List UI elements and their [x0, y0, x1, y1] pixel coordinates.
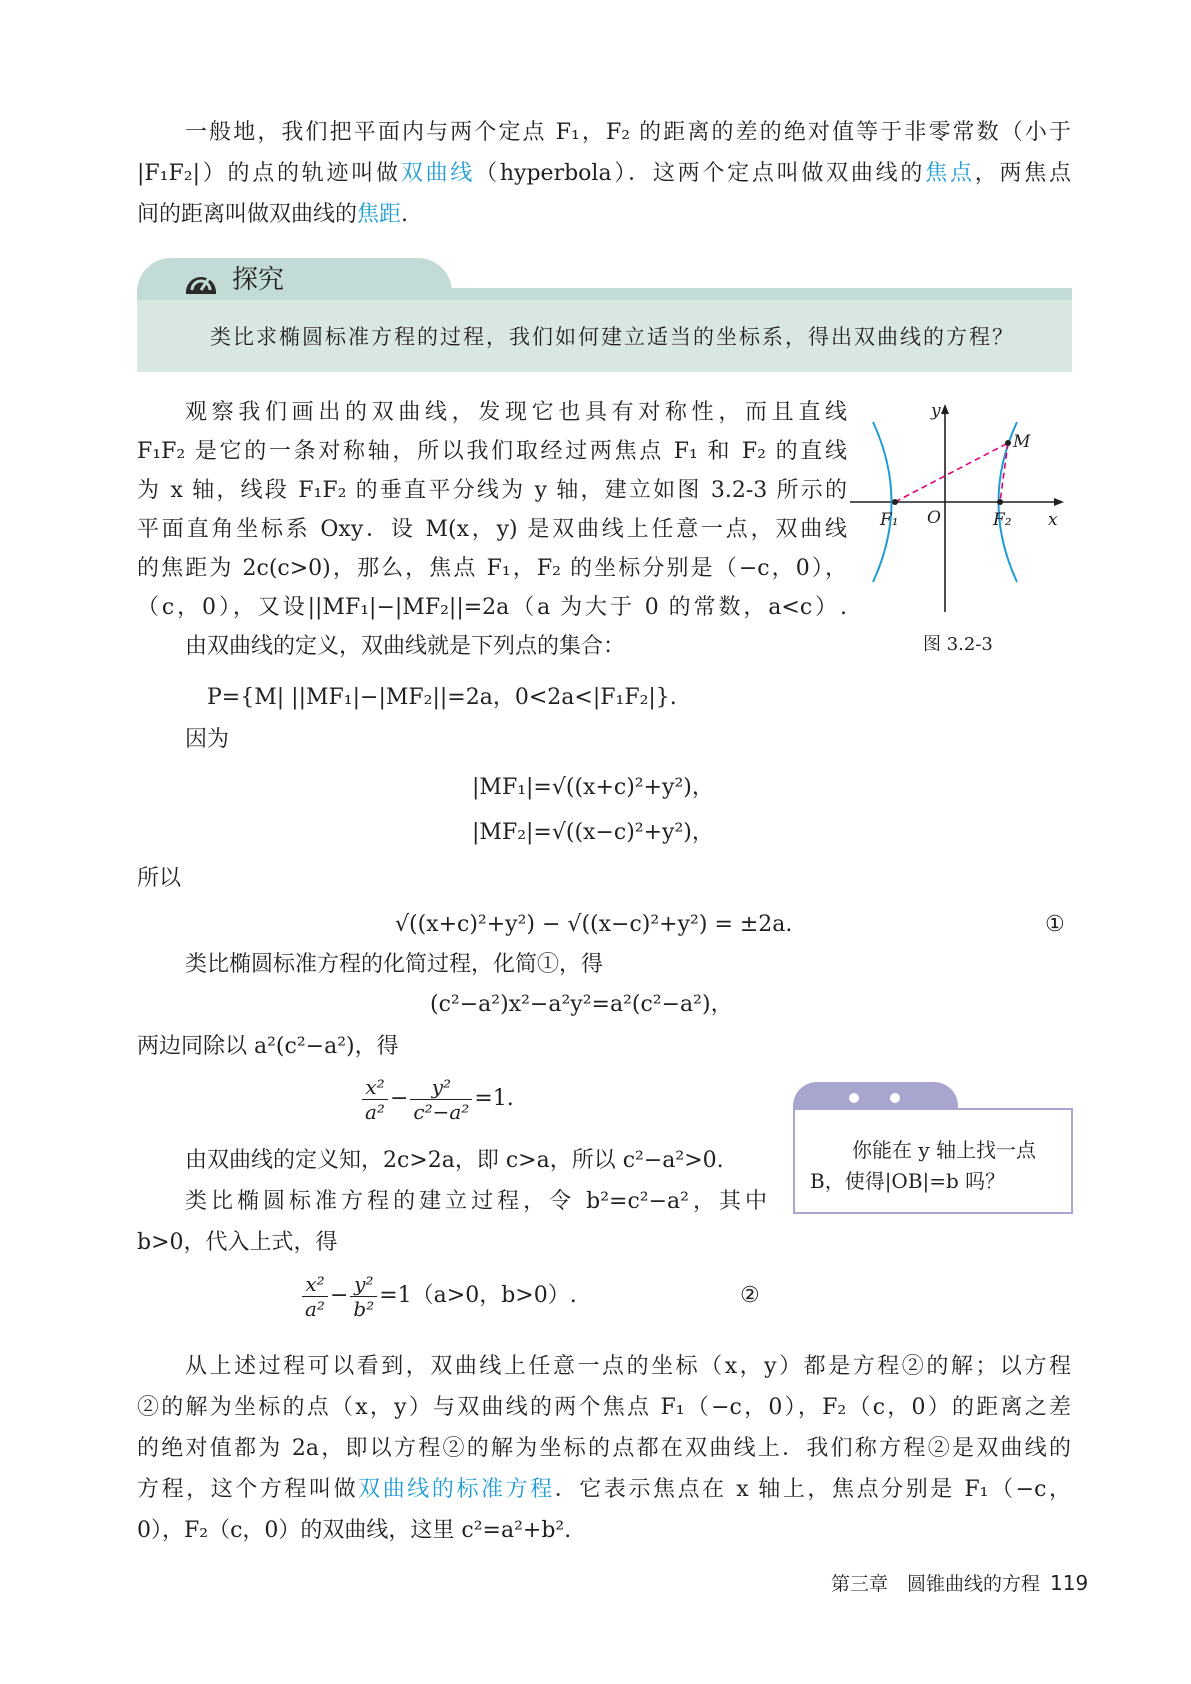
deriv-divide: 两边同除以 a²(c²−a²)，得 [137, 1034, 399, 1059]
point-f2 [997, 499, 1003, 505]
note-line-1: 你能在 y 轴上找一点 [852, 1138, 1037, 1162]
frac-den: b² [353, 1296, 375, 1321]
fraction-y-over-b [350, 1272, 377, 1321]
deriv-analog-1: 类比椭圆标准方程的建立过程，令 b²=c²−a²，其中 [185, 1189, 767, 1214]
deriv-so: 所以 [137, 866, 182, 891]
mf1-line [895, 443, 1008, 502]
concl-line-5: 0），F₂（c，0）的双曲线，这里 c²=a²+b². [137, 1518, 572, 1543]
frac-den: a² [365, 1099, 385, 1124]
term-focus: 焦点 [925, 161, 975, 186]
label-x: x [1048, 510, 1058, 530]
page-number: 119 [1050, 1571, 1089, 1595]
eq-mf2: |MF₂|=√((x−c)²+y²)， [472, 820, 714, 845]
deriv-analog-2: b>0，代入上式，得 [137, 1230, 338, 1255]
frac-num: y² [410, 1075, 472, 1100]
intro-line-3a: 间的距离叫做双曲线的 [137, 202, 358, 227]
page-footer [831, 1570, 1088, 1597]
intro-line-2 [137, 159, 1071, 189]
intro-line-1: 一般地，我们把平面内与两个定点 F₁，F₂ 的距离的差的绝对值等于非零常数（小于 [185, 120, 1071, 145]
eq-fraction-form [360, 1073, 514, 1125]
explore-title: 探究 [232, 265, 285, 295]
deriv-simplify: 类比椭圆标准方程的化简过程，化简①，得 [185, 952, 604, 977]
eq-2-mark: ② [740, 1283, 760, 1308]
point-f1 [892, 499, 898, 505]
x-axis-arrow [1054, 498, 1064, 506]
eq-2 [300, 1270, 577, 1322]
deriv-line-3: 为 x 轴，线段 F₁F₂ 的垂直平分线为 y 轴，建立如图 3.2-3 所示的 [137, 478, 847, 503]
gauge-icon [183, 266, 219, 296]
deriv-line-2: F₁F₂ 是它的一条对称轴，所以我们取经过两焦点 F₁ 和 F₂ 的直线 [137, 439, 847, 464]
frac-den: c²−a² [413, 1099, 470, 1124]
deriv-set-intro: 由双曲线的定义，双曲线就是下列点的集合： [185, 634, 626, 659]
deriv-line-4: 平面直角坐标系 Oxy．设 M(x，y) 是双曲线上任意一点，双曲线 [137, 517, 847, 542]
concl-line-4 [137, 1475, 1071, 1505]
frac-num: x² [302, 1272, 328, 1297]
eq-1-mark: ① [1045, 912, 1065, 937]
concl-line-4b: ．它表示焦点在 x 轴上，焦点分别是 F₁（−c， [554, 1477, 1071, 1502]
deriv-line-6: （c，0），又设||MF₁|−|MF₂||=2a（a 为大于 0 的常数，a<c）. [137, 595, 847, 620]
intro-line-3 [137, 200, 408, 230]
y-axis-arrow [941, 404, 949, 414]
label-f2: F₂ [993, 510, 1012, 530]
concl-line-2: ②的解为坐标的点（x，y）与双曲线的两个焦点 F₁（−c，0），F₂（c，0）的距离之差 [137, 1395, 1071, 1420]
minus-sign: − [389, 1086, 409, 1111]
concl-line-1: 从上述过程可以看到，双曲线上任意一点的坐标（x，y）都是方程②的解；以方程 [185, 1354, 1071, 1379]
minus-sign: − [329, 1283, 349, 1308]
intro-line-2a: |F₁F₂|）的点的轨迹叫做 [137, 161, 401, 186]
deriv-because: 因为 [185, 727, 230, 752]
term-focal-distance: 焦距 [357, 202, 402, 227]
intro-line-2c: ，两焦点 [974, 161, 1071, 186]
intro-line-2b: （hyperbola）．这两个定点叫做双曲线的 [475, 161, 926, 186]
fraction-x-over-a [362, 1075, 388, 1124]
eq-expanded: (c²−a²)x²−a²y²=a²(c²−a²)， [430, 992, 733, 1017]
deriv-line-5: 的焦距为 2c(c>0)，那么，焦点 F₁，F₂ 的坐标分别是（−c，0）， [137, 556, 847, 581]
label-y: y [931, 401, 941, 421]
eq-2-rhs: =1（a>0，b>0）. [379, 1283, 577, 1308]
figure-caption: 图 3.2-3 [923, 634, 993, 655]
deriv-line-1: 观察我们画出的双曲线，发现它也具有对称性，而且直线 [185, 400, 847, 425]
frac-num: y² [350, 1272, 377, 1297]
term-hyperbola: 双曲线 [400, 161, 476, 186]
fraction-x-over-a [302, 1272, 328, 1321]
deriv-set-equation: P={M| ||MF₁|−|MF₂||=2a，0<2a<|F₁F₂|}. [207, 685, 677, 710]
note-dot [849, 1093, 859, 1103]
label-origin: O [927, 508, 941, 528]
deriv-definition: 由双曲线的定义知，2c>2a，即 c>a，所以 c²−a²>0. [185, 1148, 724, 1173]
term-standard-equation: 双曲线的标准方程 [358, 1477, 555, 1502]
note-line-2: B，使得|OB|=b 吗？ [810, 1169, 1006, 1193]
frac-rhs: =1. [474, 1086, 514, 1111]
label-f1: F₁ [880, 510, 899, 530]
hyperbola-figure [850, 400, 1066, 616]
eq-mf1: |MF₁|=√((x+c)²+y²)， [472, 775, 714, 800]
concl-line-3: 的绝对值都为 2a，即以方程②的解为坐标的点都在双曲线上．我们称方程②是双曲线的 [137, 1436, 1071, 1461]
footer-chapter: 第三章 圆锥曲线的方程 [831, 1573, 1041, 1595]
intro-line-3b: . [401, 202, 409, 227]
note-dot [890, 1093, 900, 1103]
frac-den: a² [305, 1296, 325, 1321]
label-m: M [1013, 432, 1031, 452]
fraction-y-over-c2a2 [410, 1075, 472, 1124]
eq-1: √((x+c)²+y²) − √((x−c)²+y²) = ±2a. [395, 912, 793, 937]
frac-num: x² [362, 1075, 388, 1100]
point-m [1005, 440, 1011, 446]
concl-line-4a: 方程，这个方程叫做 [137, 1477, 359, 1502]
explore-question: 类比求椭圆标准方程的过程，我们如何建立适当的坐标系，得出双曲线的方程？ [210, 325, 1015, 349]
